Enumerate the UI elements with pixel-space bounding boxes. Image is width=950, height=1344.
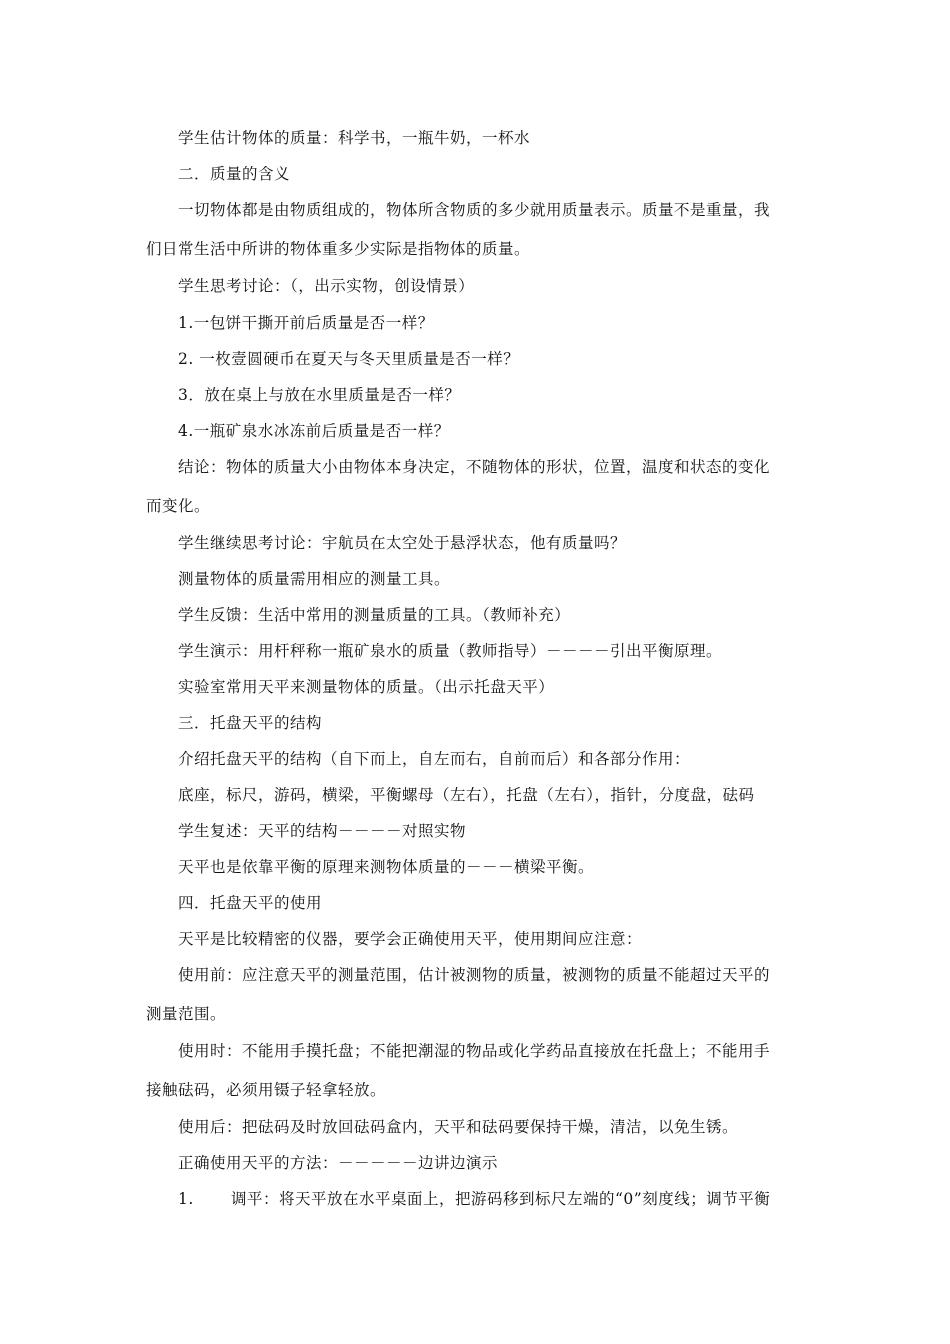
paragraph-line: 测量范围。 [146, 1005, 227, 1023]
paragraph-line: 实验室常用天平来测量物体的质量。（出示托盘天平） [178, 678, 555, 696]
paragraph-line: 学生估计物体的质量：科学书，一瓶牛奶，一杯水 [178, 129, 531, 147]
paragraph-line: 学生继续思考讨论：宇航员在太空处于悬浮状态，他有质量吗？ [178, 534, 627, 552]
paragraph-line: 天平是比较精密的仪器，要学会正确使用天平，使用期间应注意： [178, 930, 643, 948]
paragraph-line: 测量物体的质量需用相应的测量工具。 [178, 570, 451, 588]
paragraph-line: 学生思考讨论：（，出示实物，创设情景） [178, 277, 475, 295]
paragraph-line: 使用后：把砝码及时放回砝码盒内，天平和砝码要保持干燥，清洁，以免生锈。 [178, 1118, 739, 1136]
paragraph-line: 介绍托盘天平的结构（自下而上，自左而右，自前而后）和各部分作用： [178, 750, 691, 768]
paragraph-line: 天平也是依靠平衡的原理来测物体质量的－－－横梁平衡。 [178, 858, 595, 876]
paragraph-line: 一切物体都是由物质组成的，物体所含物质的多少就用质量表示。质量不是重量，我 [178, 201, 771, 219]
paragraph-line: 学生复述：天平的结构－－－－对照实物 [178, 822, 467, 840]
section-heading: 四．托盘天平的使用 [178, 894, 323, 912]
paragraph-line: 使用前：应注意天平的测量范围，估计被测物的质量，被测物的质量不能超过天平的 [178, 966, 771, 984]
paragraph-line: 接触砝码，必须用镊子轻拿轻放。 [146, 1081, 387, 1099]
paragraph-line: 使用时：不能用手摸托盘；不能把潮湿的物品或化学药品直接放在托盘上；不能用手 [178, 1042, 771, 1060]
paragraph-line: 们日常生活中所讲的物体重多少实际是指物体的质量。 [146, 240, 531, 258]
list-item: 调平：将天平放在水平桌面上，把游码移到标尺左端的“0”刻度线；调节平衡 [231, 1190, 771, 1208]
paragraph-line: 正确使用天平的方法：－－－－－边讲边演示 [178, 1154, 499, 1172]
section-heading: 三．托盘天平的结构 [178, 714, 323, 732]
paragraph-line: 结论：物体的质量大小由物体本身决定，不随物体的形状，位置，温度和状态的变化 [178, 458, 771, 476]
list-item: 3．放在桌上与放在水里质量是否一样？ [178, 386, 461, 404]
list-item: 1.一包饼干撕开前后质量是否一样？ [178, 314, 434, 332]
paragraph-line: 底座，标尺，游码，横梁，平衡螺母（左右），托盘（左右），指针，分度盘，砝码 [178, 786, 755, 804]
list-item: 2. 一枚壹圆硬币在夏天与冬天里质量是否一样？ [178, 350, 520, 368]
paragraph-line: 学生反馈：生活中常用的测量质量的工具。（教师补充） [178, 606, 571, 624]
paragraph-line: 而变化。 [146, 497, 211, 515]
list-item: 4.一瓶矿泉水冰冻前后质量是否一样？ [178, 422, 450, 440]
list-item-number: 1. [178, 1190, 194, 1208]
section-heading: 二．质量的含义 [178, 165, 291, 183]
paragraph-line: 学生演示：用杆秤称一瓶矿泉水的质量（教师指导）－－－－引出平衡原理。 [178, 642, 723, 660]
